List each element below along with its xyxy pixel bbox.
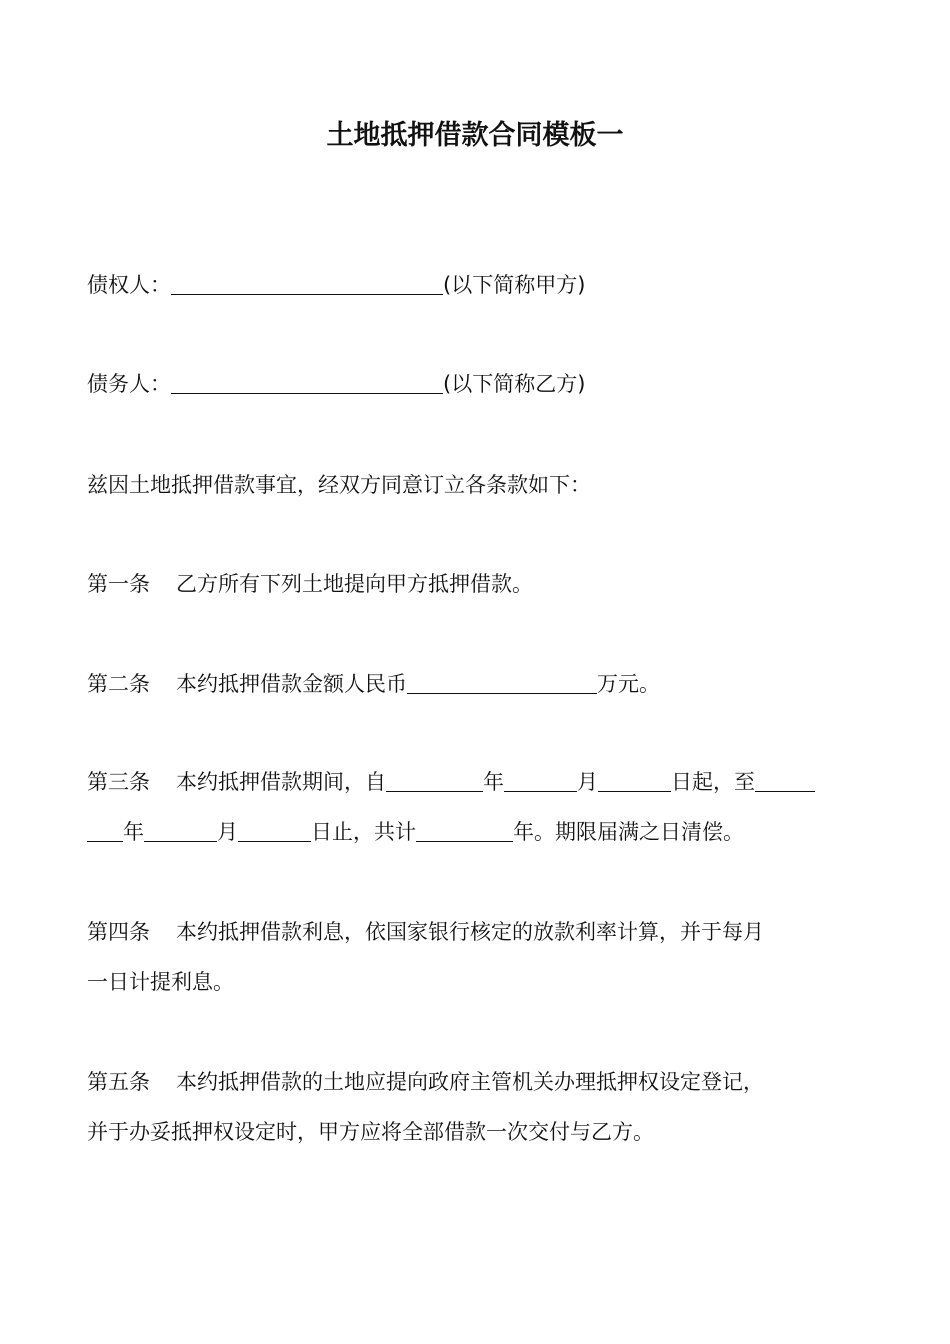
article-2 (87, 669, 877, 699)
creditor-label: 债权人： (87, 273, 171, 297)
creditor-blank[interactable] (171, 272, 443, 295)
article-1-text: 乙方所有下列土地提向甲方抵押借款。 (176, 572, 533, 596)
article-5-text-1: 本约抵押借款的土地应提向政府主管机关办理抵押权设定登记， (176, 1070, 764, 1094)
debtor-label: 债务人： (87, 372, 171, 396)
article-2-number: 第二条 (87, 672, 150, 696)
document-title: 土地抵押借款合同模板一 (326, 120, 624, 151)
article-3-line-2 (87, 817, 877, 847)
start-month-blank[interactable] (504, 769, 577, 792)
article-3-text-a: 本约抵押借款期间，自 (176, 770, 386, 794)
amount-blank[interactable] (407, 671, 597, 694)
article-5-line-2: 并于办妥抵押权设定时，甲方应将全部借款一次交付与乙方。 (87, 1120, 654, 1144)
end-year-blank-part-1[interactable] (755, 769, 815, 792)
start-month-label: 月 (577, 770, 598, 794)
creditor-line (87, 270, 877, 300)
start-day-label: 日起，至 (671, 770, 755, 794)
end-day-label: 日止，共计 (311, 820, 416, 844)
article-5-line-1 (87, 1067, 877, 1097)
total-years-blank[interactable] (416, 819, 513, 842)
debtor-line (87, 369, 877, 399)
article-4-number: 第四条 (87, 920, 150, 944)
article-2-text-b: 万元。 (597, 672, 660, 696)
article-1-number: 第一条 (87, 572, 150, 596)
article-4-line-1 (87, 917, 877, 947)
intro-paragraph: 兹因土地抵押借款事宜，经双方同意订立各条款如下： (87, 473, 591, 497)
end-year-blank-part-2[interactable] (87, 819, 123, 842)
article-5-number: 第五条 (87, 1070, 150, 1094)
debtor-blank[interactable] (171, 371, 443, 394)
article-3-text-end: 年。期限届满之日清偿。 (513, 820, 744, 844)
debtor-suffix: (以下简称乙方) (443, 372, 586, 396)
article-4-text-1: 本约抵押借款利息，依国家银行核定的放款利率计算，并于每月 (176, 920, 764, 944)
start-year-label: 年 (483, 770, 504, 794)
end-year-label: 年 (123, 820, 144, 844)
end-month-blank[interactable] (144, 819, 217, 842)
article-3-line-1 (87, 767, 877, 797)
end-month-label: 月 (217, 820, 238, 844)
end-day-blank[interactable] (238, 819, 311, 842)
article-2-text-a: 本约抵押借款金额人民币 (176, 672, 407, 696)
creditor-suffix: (以下简称甲方) (443, 273, 586, 297)
article-3-number: 第三条 (87, 770, 150, 794)
start-year-blank[interactable] (386, 769, 483, 792)
article-4-line-2: 一日计提利息。 (87, 970, 234, 994)
article-1 (87, 569, 877, 599)
start-day-blank[interactable] (598, 769, 671, 792)
